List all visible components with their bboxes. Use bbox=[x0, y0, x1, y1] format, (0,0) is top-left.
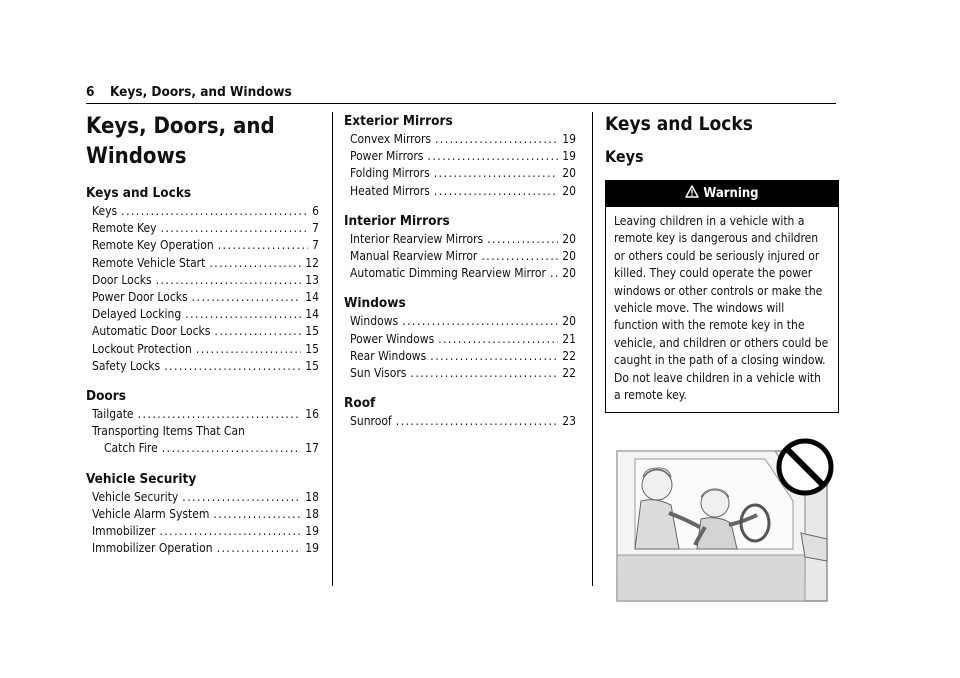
toc-section-heading: Windows bbox=[344, 295, 406, 312]
toc-entry[interactable]: Vehicle Alarm System ..... 18 bbox=[86, 506, 319, 523]
toc-entry[interactable]: Tailgate ..... 16 bbox=[86, 406, 319, 423]
toc-section-heading: Vehicle Security bbox=[86, 470, 197, 487]
toc-section-heading: Roof bbox=[344, 395, 376, 412]
toc-list bbox=[344, 313, 576, 382]
toc-list bbox=[86, 406, 319, 458]
toc-entry[interactable]: Sun Visors ..... 22 bbox=[344, 365, 576, 382]
toc-entry[interactable]: Rear Windows ..... 22 bbox=[344, 348, 576, 365]
page-number: 6 bbox=[86, 84, 95, 100]
subsection-title: Keys bbox=[605, 147, 644, 166]
toc-section-heading: Interior Mirrors bbox=[344, 212, 450, 229]
toc-entry[interactable]: Heated Mirrors ..... 20 bbox=[344, 183, 576, 200]
toc-column-left bbox=[86, 112, 319, 569]
toc-entry[interactable]: Power Mirrors ..... 19 bbox=[344, 148, 576, 165]
no-children-in-vehicle-illustration bbox=[605, 437, 839, 605]
toc-entry[interactable]: Door Locks ..... 13 bbox=[86, 272, 319, 289]
toc-entry[interactable]: Power Door Locks ..... 14 bbox=[86, 289, 319, 306]
column-divider-2 bbox=[592, 112, 593, 586]
toc-section-heading: Doors bbox=[86, 388, 126, 405]
toc-entry[interactable]: Immobilizer Operation ..... 19 bbox=[86, 540, 319, 557]
warning-box bbox=[605, 180, 839, 413]
warning-triangle-icon bbox=[685, 183, 699, 197]
toc-entry[interactable]: Folding Mirrors ..... 20 bbox=[344, 165, 576, 182]
toc-entry[interactable]: Remote Key ..... 7 bbox=[86, 220, 319, 237]
toc-entry[interactable]: Power Windows ..... 21 bbox=[344, 331, 576, 348]
toc-entry[interactable]: Automatic Door Locks ..... 15 bbox=[86, 323, 319, 340]
warning-header bbox=[606, 181, 838, 207]
column-divider-1 bbox=[332, 112, 333, 586]
toc-list bbox=[344, 231, 576, 283]
toc-entry[interactable]: Manual Rearview Mirror ..... 20 bbox=[344, 248, 576, 265]
warning-text: Leaving children in a vehicle with a remote key is dangerous and children or others could be seriously injured or killed. They could operate the power windows or other controls or make the vehicle move. The windows will function with the remote key in the vehicle, and children or others could be caught in the path of a closing window. Do not leave children in a vehicle with a remote key. bbox=[614, 214, 829, 403]
toc-entry[interactable]: Safety Locks ..... 15 bbox=[86, 358, 319, 375]
page-header bbox=[86, 84, 292, 100]
header-rule bbox=[86, 103, 836, 104]
toc-entry[interactable]: Remote Key Operation ..... 7 bbox=[86, 237, 319, 254]
warning-title: Warning bbox=[703, 186, 759, 201]
toc-section-heading: Exterior Mirrors bbox=[344, 113, 453, 129]
toc-column-middle bbox=[344, 112, 576, 442]
chapter-title: Keys, Doors, and Windows bbox=[110, 84, 292, 100]
toc-entry[interactable]: Interior Rearview Mirrors ..... 20 bbox=[344, 231, 576, 248]
toc-entry[interactable]: Automatic Dimming Rearview Mirror ..... 20 bbox=[344, 265, 576, 282]
toc-entry[interactable]: Transporting Items That Can Catch Fire ..... 17 bbox=[86, 423, 319, 457]
toc-list bbox=[344, 131, 576, 200]
toc-entry[interactable]: Immobilizer ..... 19 bbox=[86, 523, 319, 540]
chapter-heading: Keys, Doors, and Windows bbox=[86, 114, 275, 169]
toc-entry[interactable]: Remote Vehicle Start ..... 12 bbox=[86, 255, 319, 272]
toc-section-heading: Keys and Locks bbox=[86, 185, 192, 201]
toc-entry[interactable]: Delayed Locking ..... 14 bbox=[86, 306, 319, 323]
toc-list bbox=[86, 203, 319, 375]
toc-list bbox=[344, 413, 576, 430]
toc-entry[interactable]: Vehicle Security ..... 18 bbox=[86, 489, 319, 506]
toc-entry[interactable]: Sunroof ..... 23 bbox=[344, 413, 576, 430]
toc-entry[interactable]: Lockout Protection ..... 15 bbox=[86, 341, 319, 358]
section-title: Keys and Locks bbox=[605, 113, 753, 135]
toc-list bbox=[86, 489, 319, 558]
content-column-right bbox=[605, 112, 839, 605]
toc-entry[interactable]: Windows ..... 20 bbox=[344, 313, 576, 330]
toc-entry[interactable]: Convex Mirrors ..... 19 bbox=[344, 131, 576, 148]
toc-entry[interactable]: Keys ..... 6 bbox=[86, 203, 319, 220]
